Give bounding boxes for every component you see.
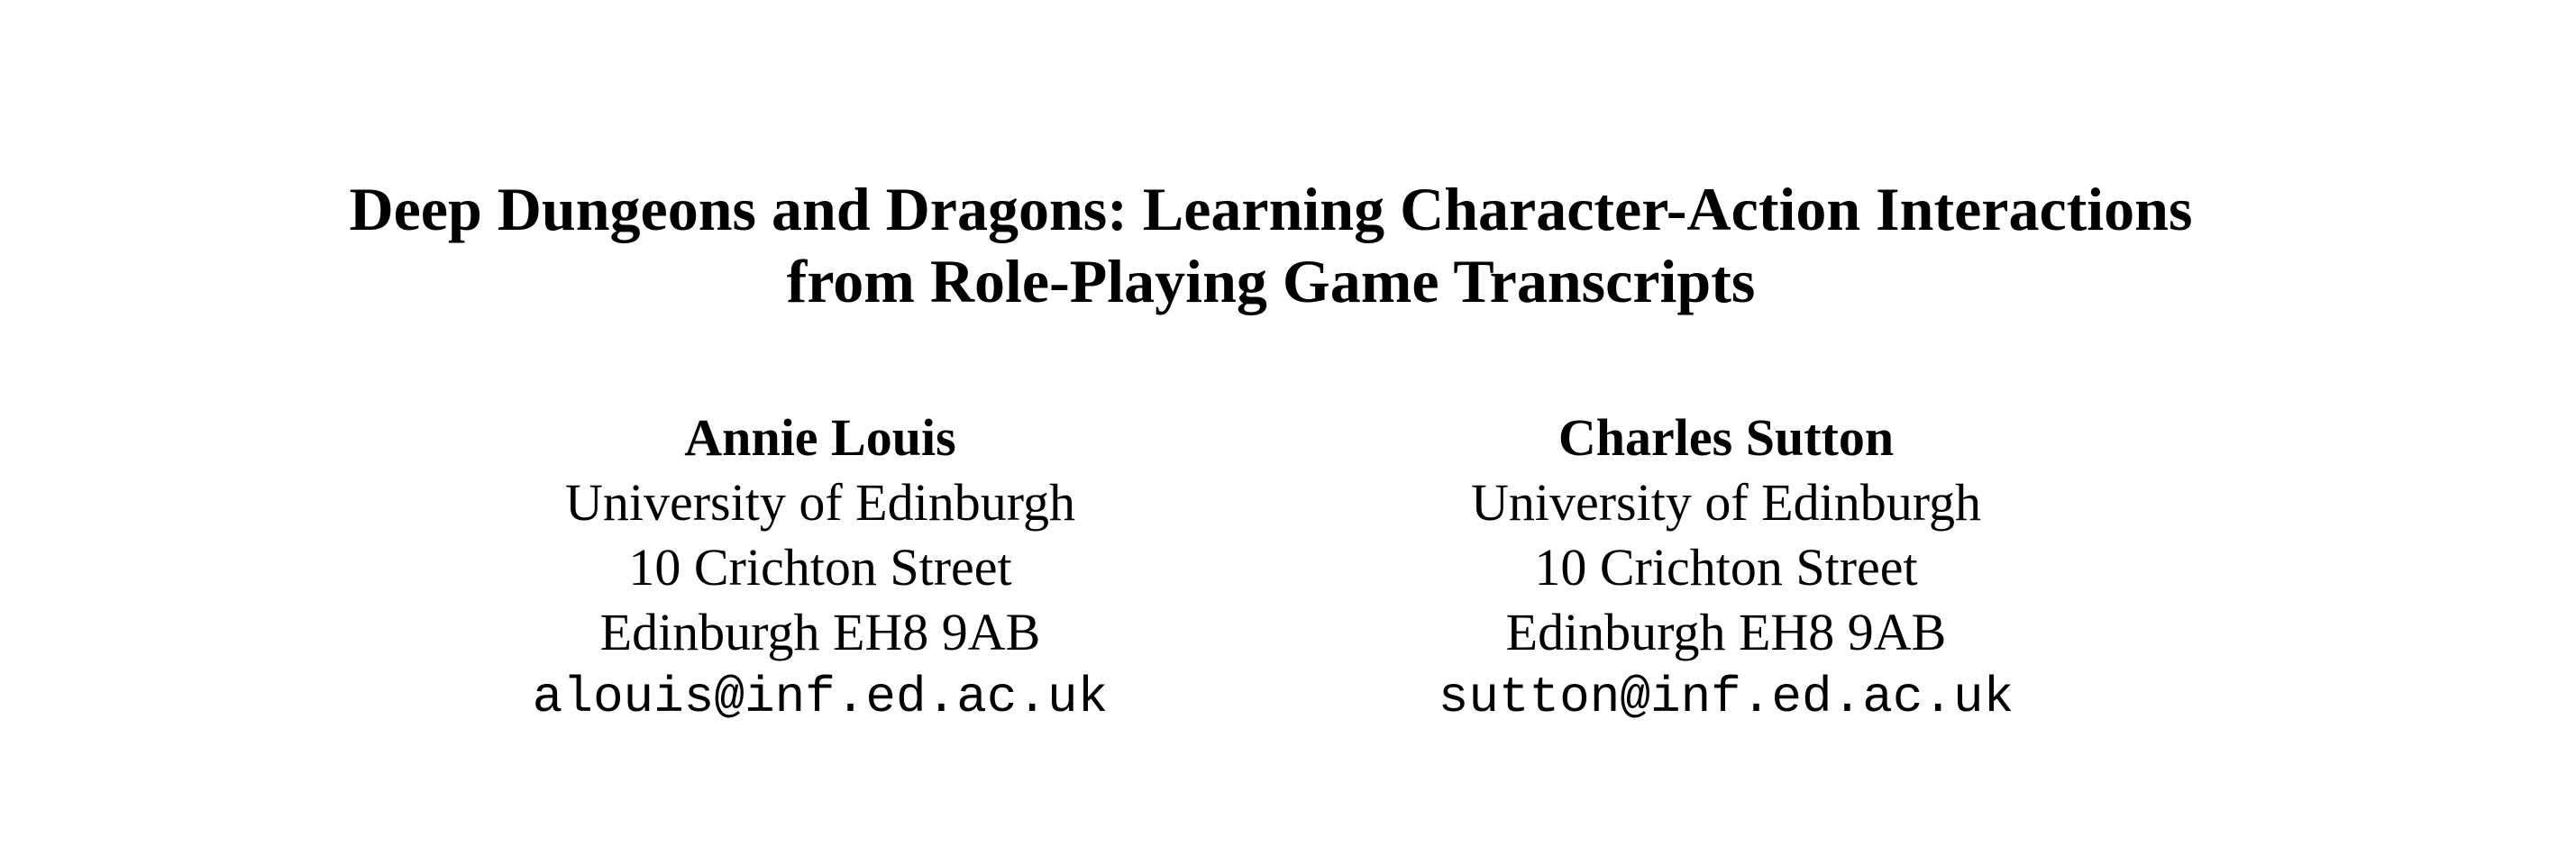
paper-title-line-2: from Role-Playing Game Transcripts <box>786 247 1756 315</box>
author-city: Edinburgh EH8 9AB <box>1505 603 1947 661</box>
author-city: Edinburgh EH8 9AB <box>599 603 1041 661</box>
author-street: 10 Crichton Street <box>628 538 1012 597</box>
author-email: sutton@inf.ed.ac.uk <box>1438 669 2014 726</box>
author-block-1 <box>415 405 1226 730</box>
paper-title-line-1: Deep Dungeons and Dragons: Learning Character-Action Interactions <box>349 175 2193 243</box>
author-name: Charles Sutton <box>1557 408 1895 467</box>
author-street: 10 Crichton Street <box>1534 538 1918 597</box>
paper-title <box>0 173 2542 317</box>
author-name: Annie Louis <box>684 408 956 467</box>
author-email: alouis@inf.ed.ac.uk <box>532 669 1109 726</box>
author-block-2 <box>1320 405 2132 730</box>
author-institution: University of Edinburgh <box>565 473 1075 532</box>
author-institution: University of Edinburgh <box>1471 473 1981 532</box>
